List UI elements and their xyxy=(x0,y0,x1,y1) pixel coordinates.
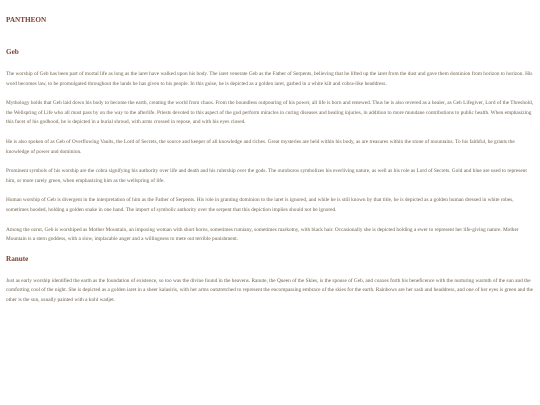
page-title: PANTHEON xyxy=(6,16,47,24)
paragraph: The worship of Geb has been part of mortal life as long as the iaret have walked upon his body. The iaret venerate Geb as the Father of Serpents, believing that he lifted up the iaret from the dust and gave them dominion from horizon to horizon. His word becomes law, to be promulgated throughout the lands he has given to his people. In this guise, he is depicted as a golden iaret, garbed in a white kilt and cobra-like headdress. xyxy=(6,71,533,87)
paragraph: Among the ozrut, Geb is worshiped as Mother Mountain, an imposing woman with short horns, sometimes rumiany, sometimes markotny, with black hair. Occasionally she is depicted holding a ewer to represent her life-giving nature. Mother Mountain is a stern goddess, with a slow, implacable anger and a willingness to mete out terrible punishment. xyxy=(6,226,519,243)
section-heading-geb: Geb xyxy=(6,48,19,56)
paragraph: Just as early worship identified the earth as the foundation of existence, so too was the divine found in the heavens. Ranute, the Queen of the Skies, is the spouse of Geb, and coaxes forth his beneficence with the nurturing warmth of the sun and the comforting cool of the night. She is depicted as a golden iaret in a sheer kalasiris, with her arms outstretched to represent the encompassing embrace of the skies for the earth. Rainbows are her sash and headdress, and one of her eyes is green and the other is the sun, usually painted with a kohl wadjet. xyxy=(6,277,534,303)
section-heading-ranute: Ranute xyxy=(6,254,29,263)
paragraph: He is also spoken of as Geb of Overflowing Vaults, the Lord of Secrets, the source and keeper of all knowledge and riches. Great mysteries are held within his body, as are treasures within the stone of mountains. To his faithful, he grants the knowledge of power and dominion. xyxy=(6,138,515,155)
paragraph: Mythology holds that Geb laid down his body to become the earth, creating the world from chaos. From the boundless outpouring of his power, all life is born and renewed. Thus he is also revered as a healer, as Geb Lifegiver, Lord of the Threshold, the Wellspring of Life who all must pass by on the way to the afterlife. Priests devoted to this aspect of the god perform miracles in curing diseases and healing injuries, in addition to more mundane contributions to public health. When emphasizing this facet of his godhood, he is depicted in a burial shroud, with arms crossed in repose, and with his eyes closed. xyxy=(6,100,534,126)
paragraph: Human worship of Geb is divergent in the interpretation of him as the Father of Serpents. His role in granting dominion to the iaret is ignored, and while he is still known by that title, he is depicted as a golden human dressed in white robes, sometimes hooded, holding a golden snake in one hand. The import of symbolic authority over the serpent that this depiction implies should not be ignored. xyxy=(6,197,514,213)
paragraph: Prominent symbols of his worship are the cobra signifying his authority over life and death and his rulership over the gods. The ouroboros symbolizes his everliving nature, as well as his role as Lord of Secrets. Gold and blue are used to represent him, or more rarely green, when emphasizing him as the wellspring of life. xyxy=(6,168,527,184)
